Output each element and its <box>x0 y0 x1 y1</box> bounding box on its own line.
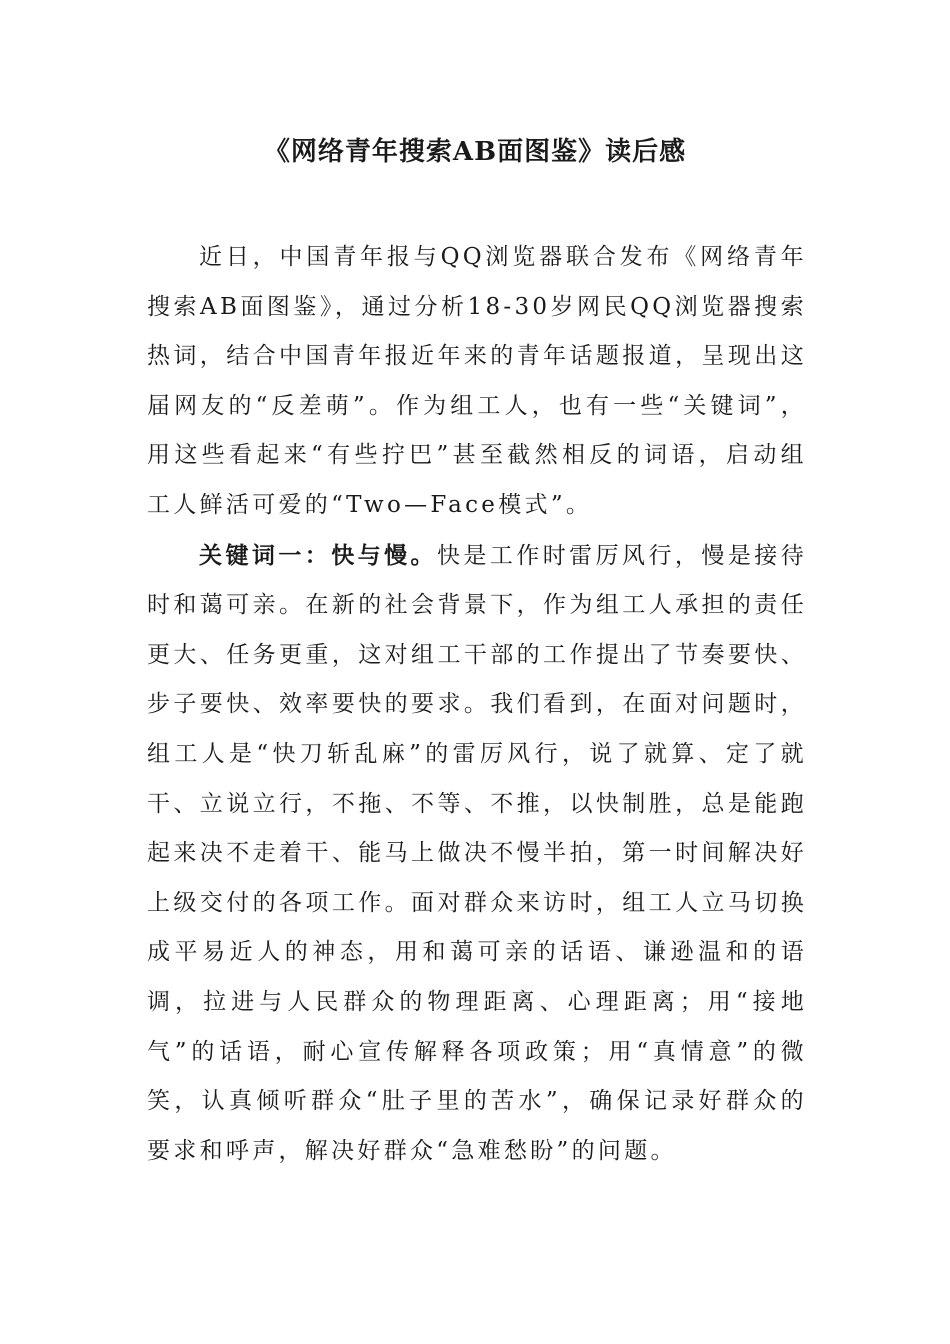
keyword-heading: 关键词一：快与慢。 <box>199 541 437 569</box>
paragraph-text: 近日，中国青年报与QQ浏览器联合发布《网络青年搜索AB面图鉴》，通过分析18-30岁网民QQ浏览器搜索热词，结合中国青年报近年来的青年话题报道，呈现出这届网友的“反差萌”。作为组工人，也有一些“关键词”，用这些看起来“有些拧巴”甚至截然相反的词语，启动组工人鲜活可爱的“Two—Face模式”。 <box>147 244 807 518</box>
paragraph-intro <box>147 232 807 531</box>
document-body <box>147 232 807 1176</box>
paragraph-text: 快是工作时雷厉风行，慢是接待时和蔼可亲。在新的社会背景下，作为组工人承担的责任更大、任务更重，这对组工干部的工作提出了节奏要快、步子要快、效率要快的要求。我们看到，在面对问题时，组工人是“快刀斩乱麻”的雷厉风行，说了就算、定了就干、立说立行，不拖、不等、不推，以快制胜，总是能跑起来决不走着干、能马上做决不慢半拍，第一时间解决好上级交付的各项工作。面对群众来访时，组工人立马切换成平易近人的神态，用和蔼可亲的话语、谦逊温和的语调，拉进与人民群众的物理距离、心理距离；用“接地气”的话语，耐心宣传解释各项政策；用“真情意”的微笑，认真倾听群众“肚子里的苦水”，确保记录好群众的要求和呼声，解决好群众“急难愁盼”的问题。 <box>147 542 807 1164</box>
paragraph-keyword-one <box>147 531 807 1177</box>
document-title: 《网络青年搜索AB面图鉴》读后感 <box>263 137 687 167</box>
